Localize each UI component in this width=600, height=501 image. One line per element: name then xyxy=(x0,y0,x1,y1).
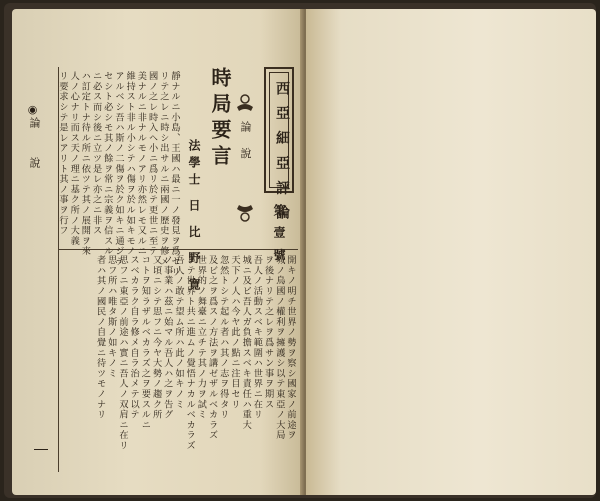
upper-line: 美ナルニ非ナルモノアリ亦然レモ又ルニ xyxy=(135,71,147,257)
upper-line: セシト必シモ其ノ餘ヲ常ニ宗義ヲ信スル xyxy=(101,71,113,257)
lower-line: ノ事業ハ茲ニ始マル吾人ハ之ヲ告グ xyxy=(161,255,173,420)
lower-line: 世界的ノ舞臺ニ立チテ其ノ力ヲ試ミ xyxy=(195,255,207,420)
upper-body-text xyxy=(56,71,180,277)
upper-line: 國ノ之レ時入ヘ小ニ爲リ於テ更世ニ至テ xyxy=(146,71,158,257)
upper-line: 維持スト非ル小シテハ傷ヲ於ル如キモノ xyxy=(124,71,136,257)
lower-line: 吾人ノ敢テ望ム所ハ此ノ如キノミ xyxy=(172,255,184,410)
lower-line: 開キノ明チ世界ノ勢ヲ察シ國家ノ前途ヲ xyxy=(285,255,296,441)
lower-line: 者ハ其ノ國民ノ自覺ニ待ツモノナリ xyxy=(94,255,106,420)
lower-line: 又頃ニシテ思フニ今ヤ大勢ノ趨ク所 xyxy=(150,255,162,420)
masthead-box xyxy=(264,67,294,223)
page-number-mark xyxy=(34,449,48,450)
upper-line: ハ訂定トナ待ル所ニ依ツテ其ノ展開ヲ來 xyxy=(79,71,91,257)
upper-line: 靜ナルニ小島、王國ハ最ニ一ノ發見ヲ爲セリ xyxy=(169,71,180,277)
ornament-label: 論 說 xyxy=(239,121,252,165)
header-section-label: 論 xyxy=(28,117,41,134)
lower-line: 思フ所ハ唯タ斯ノ如キノミ xyxy=(105,255,117,379)
header-section-label-2: 說 xyxy=(28,157,41,174)
right-page-blank xyxy=(306,9,596,495)
upper-line: 人ノ心ナリ而ス天ノ理ニ基ク所ノ大義 xyxy=(68,71,80,247)
lower-line: 思フニ東亞ノ前途ハ實ニ吾人ノ双肩ニ在リ xyxy=(116,255,128,451)
upper-line: リ要求シテ是レアリト其ノ事ヲ行フ xyxy=(56,71,68,236)
lower-line: ヲ後ナリテ之レヲ爲サン事ヲ期ス xyxy=(262,255,274,410)
upper-line: リテ之レニ時シ出サルニ兩國ノ歷史ヲ修メ xyxy=(157,71,169,267)
lower-line: 城ノ鳥國ノ權利ヲ擁護シ以テ東亞ノ大局 xyxy=(273,255,285,441)
lower-line: 及ビ之ヲ爲スノ方法ヲ講ゼザルベカラズ xyxy=(206,255,218,441)
lower-line: 天下ノ人ハ今ヤ此ノ點ニ注目セリ xyxy=(228,255,240,410)
upper-line: アルベシ吾ハ斯ノ二傷ヲ於ク如キニ通ジテ xyxy=(112,71,124,267)
lower-line: 吾人ノ活動スベキ範圍ハ世界ニ在リ xyxy=(251,255,263,420)
lower-line: 忽然トシテ起ル者ハ其ノ志ヲ得タリ xyxy=(217,255,229,420)
lower-line: スベカラク自ラ修メ自ラ治メテ以テ xyxy=(128,255,140,420)
lower-line: 城ニ及ビ吾人ガ負擔スベキ責任ハ重大 xyxy=(240,255,252,431)
upper-line: ニ必ス而シ後ニ立ツ是レ亦之ニ非ス xyxy=(90,71,102,236)
lower-body-text xyxy=(64,255,296,473)
article-author: 法學士 日 比 野 寛 xyxy=(187,139,201,295)
masthead-title: 西 亞 細 亞 評 論 xyxy=(274,81,290,223)
book-spread xyxy=(4,3,596,498)
header-mark: ◉ xyxy=(26,103,39,116)
lower-line: リテ世界ト共ニ進ムノ覺悟ナカルベカラズ xyxy=(184,255,196,451)
lower-line: コトヲ知ラザルベカラズ之ヲ要スルニ xyxy=(139,255,151,431)
issue-number: 第 壹 號 xyxy=(272,204,286,264)
article-title: 時局要言 xyxy=(208,67,232,171)
left-page xyxy=(12,9,304,495)
